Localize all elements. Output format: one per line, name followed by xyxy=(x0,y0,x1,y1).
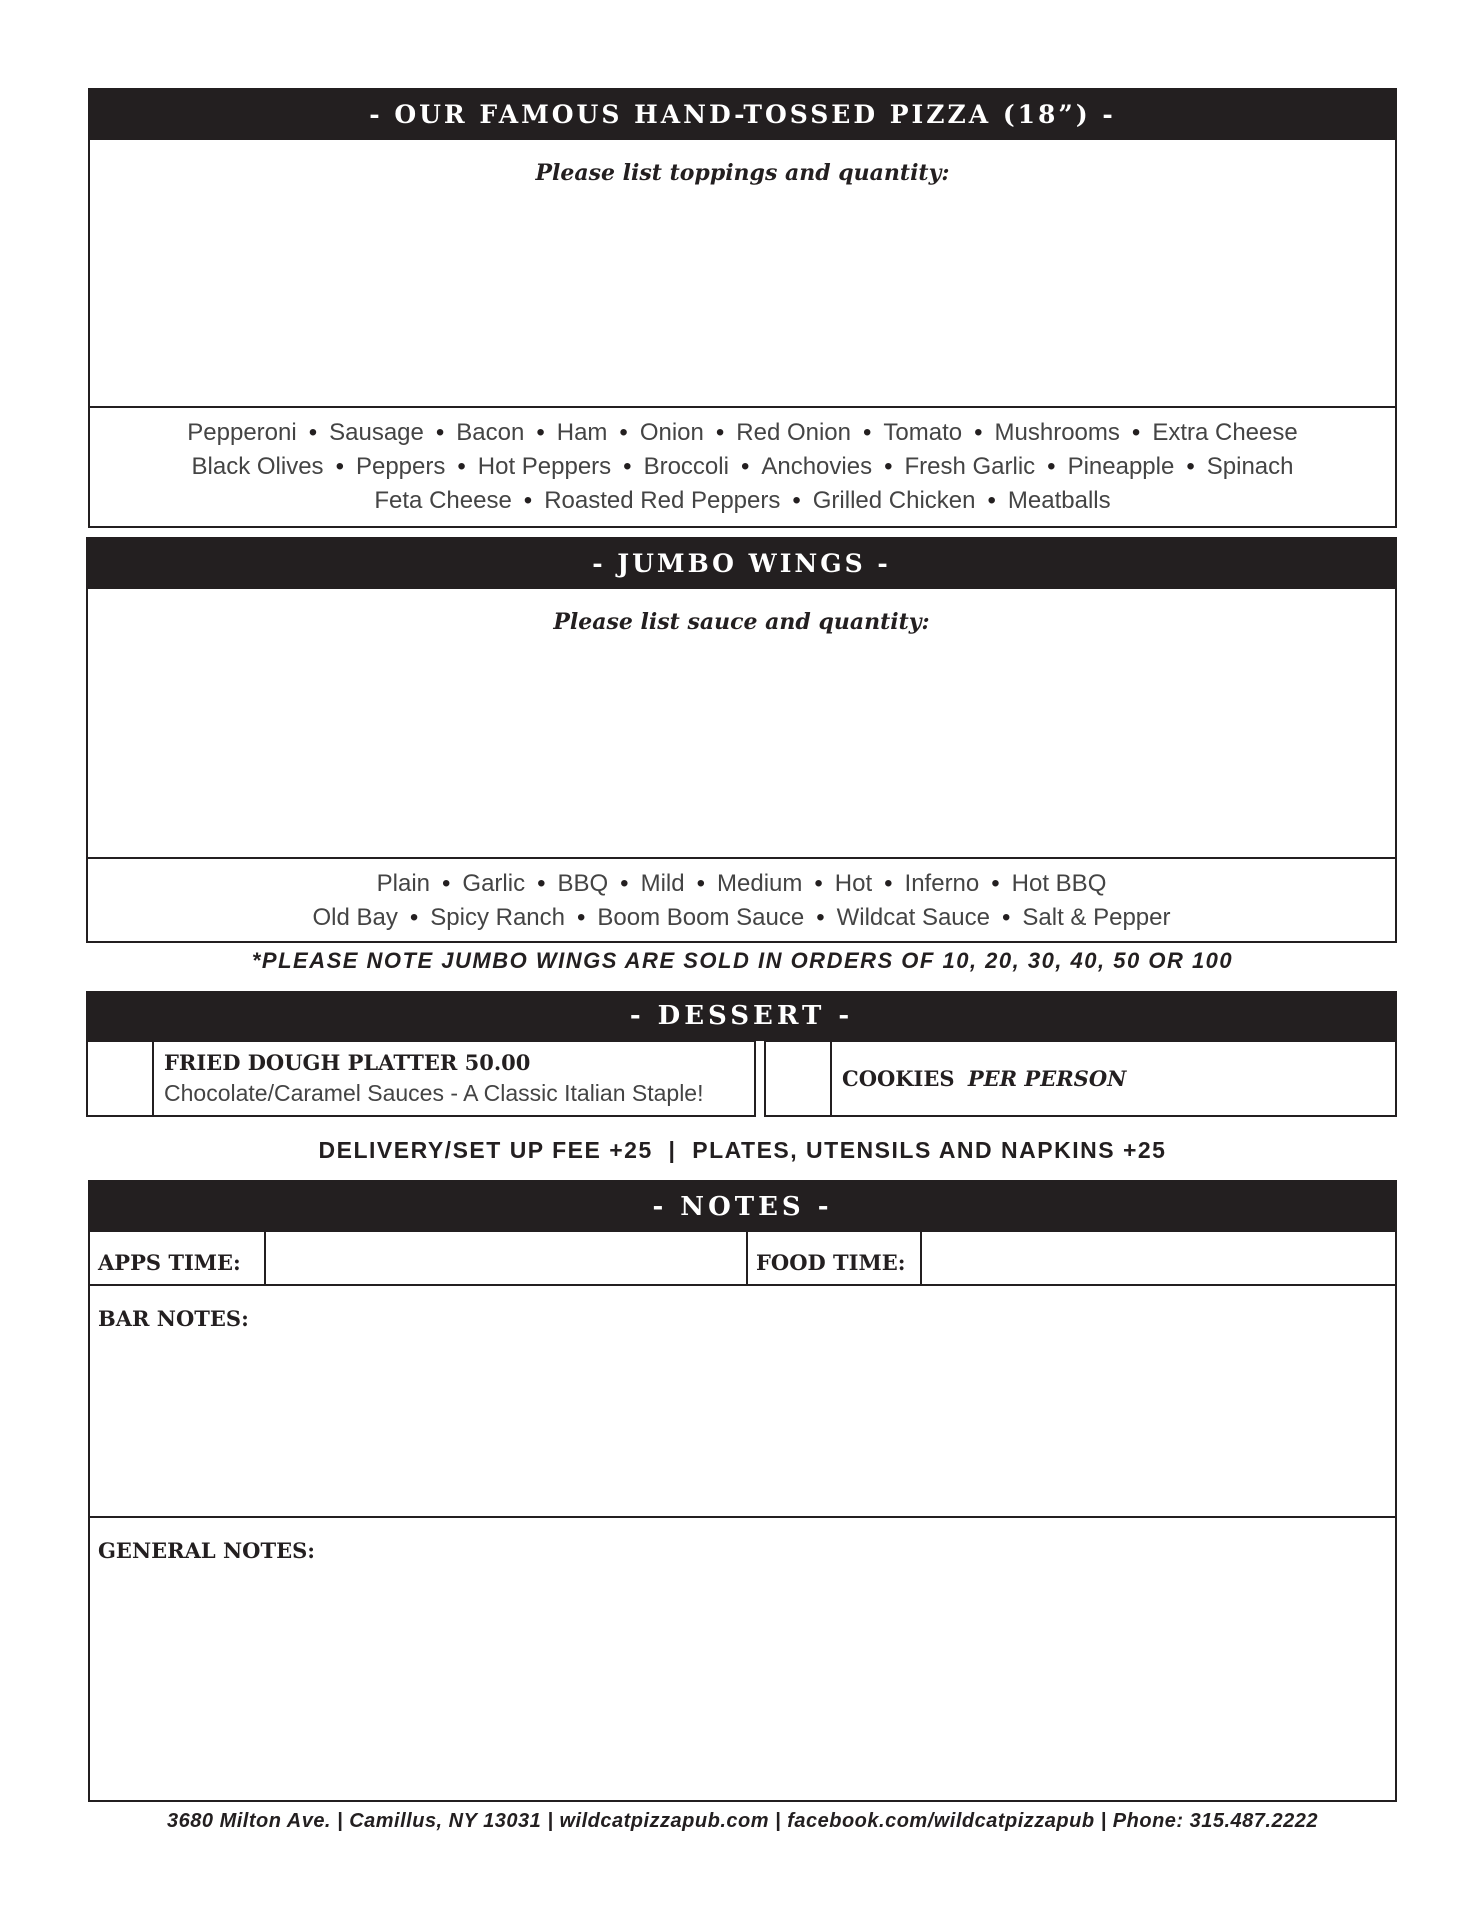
bullet-separator: • xyxy=(435,419,445,446)
bullet-separator: • xyxy=(537,870,546,897)
bullet-separator: • xyxy=(884,453,893,480)
bullet-separator: • xyxy=(442,870,451,897)
option-item: Red Onion xyxy=(736,419,852,446)
bullet-separator: • xyxy=(974,419,983,446)
option-item: Mushrooms xyxy=(994,419,1120,446)
option-item: Fresh Garlic xyxy=(904,453,1036,480)
option-item: Plain xyxy=(376,870,430,897)
fried-dough-checkbox-divider xyxy=(152,1042,154,1115)
bullet-separator: • xyxy=(884,870,893,897)
option-item: Sausage xyxy=(329,419,424,446)
option-item: Spinach xyxy=(1206,453,1294,480)
option-item: Spicy Ranch xyxy=(430,904,565,931)
bullet-separator: • xyxy=(740,453,750,480)
option-item: Pineapple xyxy=(1067,453,1175,480)
wings-sauce-entry-area[interactable] xyxy=(88,649,1395,859)
pizza-header xyxy=(90,90,1395,140)
toppings-line-3 xyxy=(90,484,1395,518)
fried-dough-description: Chocolate/Caramel Sauces - A Classic Italian Staple! xyxy=(164,1080,704,1106)
toppings-line-2 xyxy=(90,450,1395,484)
dessert-item-cookies xyxy=(764,1040,1397,1117)
wings-header xyxy=(88,539,1395,589)
sauces-line-1 xyxy=(88,867,1395,901)
pizza-toppings-entry-area[interactable] xyxy=(90,200,1395,410)
bullet-separator: • xyxy=(623,453,632,480)
general-notes-label: GENERAL NOTES: xyxy=(98,1538,316,1563)
option-item: Ham xyxy=(556,419,608,446)
option-item: Mild xyxy=(640,870,685,897)
pizza-toppings-list xyxy=(90,416,1395,518)
pizza-instruction: Please list toppings and quantity: xyxy=(535,160,950,186)
notes-title: - NOTES - xyxy=(652,1192,833,1222)
bar-notes-field[interactable] xyxy=(90,1286,1395,1516)
option-item: Hot BBQ xyxy=(1011,870,1107,897)
cookies-name: COOKIES xyxy=(842,1066,955,1091)
option-item: Grilled Chicken xyxy=(812,487,976,514)
option-item: Hot xyxy=(834,870,873,897)
option-item: Salt & Pepper xyxy=(1022,904,1171,931)
wings-sauces-list xyxy=(88,867,1395,935)
option-item: Extra Cheese xyxy=(1152,419,1298,446)
fees-line: DELIVERY/SET UP FEE +25 | PLATES, UTENSILS AND NAPKINS +25 xyxy=(318,1137,1167,1163)
option-item: Medium xyxy=(717,870,803,897)
cookies-checkbox[interactable] xyxy=(766,1042,830,1115)
bullet-separator: • xyxy=(696,870,705,897)
bullet-separator: • xyxy=(1131,419,1141,446)
food-time-field[interactable] xyxy=(922,1232,1395,1284)
dessert-title: - DESSERT - xyxy=(629,1001,854,1031)
notes-header xyxy=(90,1182,1395,1232)
bullet-separator: • xyxy=(715,419,725,446)
option-item: Feta Cheese xyxy=(374,487,512,514)
pizza-title: - OUR FAMOUS HAND-TOSSED PIZZA (18”) - xyxy=(369,100,1116,129)
notes-section xyxy=(88,1180,1397,1802)
food-time-label: FOOD TIME: xyxy=(756,1250,906,1275)
bullet-separator: • xyxy=(987,487,996,514)
option-item: Hot Peppers xyxy=(477,453,612,480)
bullet-separator: • xyxy=(308,419,318,446)
bullet-separator: • xyxy=(335,453,344,480)
bullet-separator: • xyxy=(619,419,628,446)
pizza-section xyxy=(88,88,1397,528)
option-item: Pepperoni xyxy=(187,419,297,446)
option-item: Tomato xyxy=(883,419,963,446)
bullet-separator: • xyxy=(620,870,629,897)
wings-divider xyxy=(88,857,1395,859)
option-item: Old Bay xyxy=(312,904,398,931)
food-time-divider xyxy=(746,1230,748,1284)
bullet-separator: • xyxy=(1186,453,1195,480)
bullet-separator: • xyxy=(409,904,419,931)
wings-section xyxy=(86,537,1397,943)
bullet-separator: • xyxy=(863,419,872,446)
fried-dough-checkbox[interactable] xyxy=(88,1042,152,1115)
bullet-separator: • xyxy=(457,453,466,480)
pizza-divider xyxy=(90,406,1395,408)
option-item: Wildcat Sauce xyxy=(836,904,990,931)
bullet-separator: • xyxy=(1002,904,1011,931)
wings-instruction: Please list sauce and quantity: xyxy=(553,609,930,635)
bar-notes-label: BAR NOTES: xyxy=(98,1306,249,1331)
wings-order-note: *PLEASE NOTE JUMBO WINGS ARE SOLD IN ORDERS OF 10, 20, 30, 40, 50 OR 100 xyxy=(251,948,1234,973)
option-item: BBQ xyxy=(557,870,609,897)
apps-time-label: APPS TIME: xyxy=(98,1250,241,1275)
option-item: Boom Boom Sauce xyxy=(597,904,805,931)
cookies-price: PER PERSON xyxy=(967,1066,1127,1091)
fried-dough-name: FRIED DOUGH PLATTER 50.00 xyxy=(164,1050,531,1075)
dessert-header xyxy=(86,991,1397,1041)
option-item: Inferno xyxy=(904,870,980,897)
option-item: Meatballs xyxy=(1007,487,1111,514)
option-item: Broccoli xyxy=(643,453,729,480)
apps-time-field[interactable] xyxy=(266,1232,746,1284)
option-item: Garlic xyxy=(462,870,526,897)
wings-title: - JUMBO WINGS - xyxy=(592,549,891,578)
cookies-label xyxy=(842,1066,1126,1091)
bullet-separator: • xyxy=(816,904,825,931)
cookies-checkbox-divider xyxy=(830,1042,832,1115)
bullet-separator: • xyxy=(523,487,533,514)
bullet-separator: • xyxy=(536,419,545,446)
general-notes-field[interactable] xyxy=(90,1518,1395,1800)
bullet-separator: • xyxy=(577,904,586,931)
option-item: Roasted Red Peppers xyxy=(544,487,781,514)
option-item: Bacon xyxy=(456,419,525,446)
bullet-separator: • xyxy=(991,870,1000,897)
option-item: Peppers xyxy=(355,453,446,480)
bullet-separator: • xyxy=(792,487,801,514)
bullet-separator: • xyxy=(814,870,823,897)
toppings-line-1 xyxy=(90,416,1395,450)
option-item: Anchovies xyxy=(761,453,873,480)
option-item: Onion xyxy=(639,419,704,446)
option-item: Black Olives xyxy=(191,453,324,480)
sauces-line-2 xyxy=(88,901,1395,935)
dessert-item-fried-dough xyxy=(86,1040,756,1117)
bullet-separator: • xyxy=(1047,453,1056,480)
footer-contact: 3680 Milton Ave. | Camillus, NY 13031 | wildcatpizzapub.com | facebook.com/wildcatpizzapub | Phone: 315.487.2222 xyxy=(167,1810,1318,1832)
